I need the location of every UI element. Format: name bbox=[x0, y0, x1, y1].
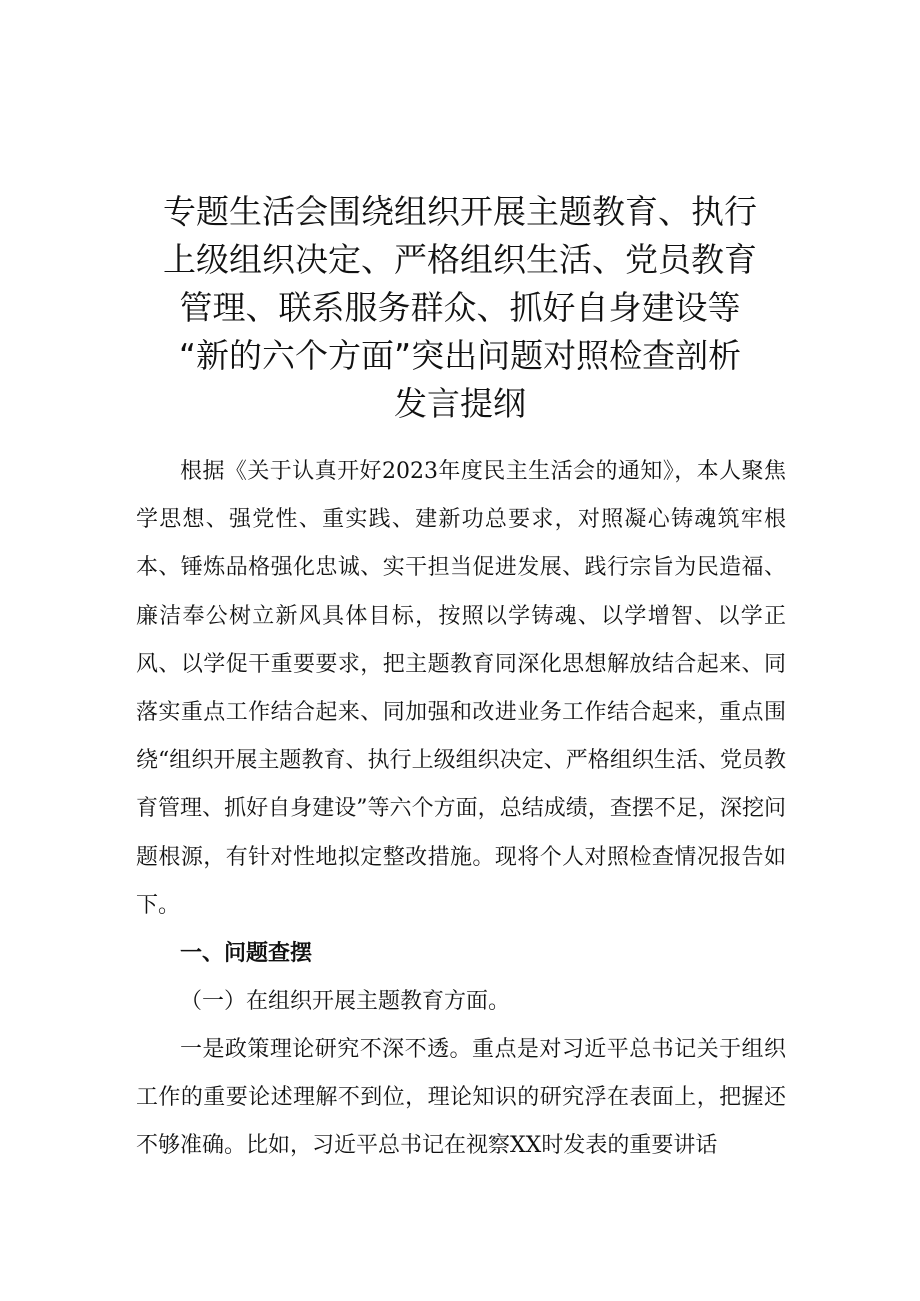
document-title bbox=[150, 188, 770, 428]
title-line: 发言提纲 bbox=[394, 384, 526, 424]
point-one-paragraph: 一是政策理论研究不深不透。重点是对习近平总书记关于组织工作的重要论述理解不到位，理论知识的研究浮在表面上，把握还不够准确。比如，习近平总书记在视察XX时发表的重要讲话 bbox=[136, 1037, 786, 1159]
section-heading: 一、问题查摆 bbox=[180, 941, 313, 966]
title-line: 专题生活会围绕组织开展主题教育、执行 bbox=[163, 192, 757, 232]
title-line: 管理、联系服务群众、抓好自身建设等 bbox=[179, 288, 741, 328]
title-line: “新的六个方面”突出问题对照检查剖析 bbox=[178, 336, 742, 376]
intro-paragraph: 根据《关于认真开好2023年度民主生活会的通知》，本人聚焦学思想、强党性、重实践、建新功总要求，对照凝心铸魂筑牢根本、锤炼品格强化忠诚、实干担当促进发展、践行宗旨为民造福、廉洁奉公树立新风具体目标，按照以学铸魂、以学增智、以学正风、以学促干重要要求，把主题教育同深化思想解放结合起来、同落实重点工作结合起来、同加强和改进业务工作结合起来，重点围绕“组织开展主题教育、执行上级组织决定、严格组织生活、党员教育管理、抓好自身建设”等六个方面，总结成绩，查摆不足，深挖问题根源，有针对性地拟定整改措施。现将个人对照检查情况报告如下。 bbox=[136, 459, 786, 918]
sub-heading: （一）在组织开展主题教育方面。 bbox=[180, 989, 511, 1014]
title-line: 上级组织决定、严格组织生活、党员教育 bbox=[163, 240, 757, 280]
